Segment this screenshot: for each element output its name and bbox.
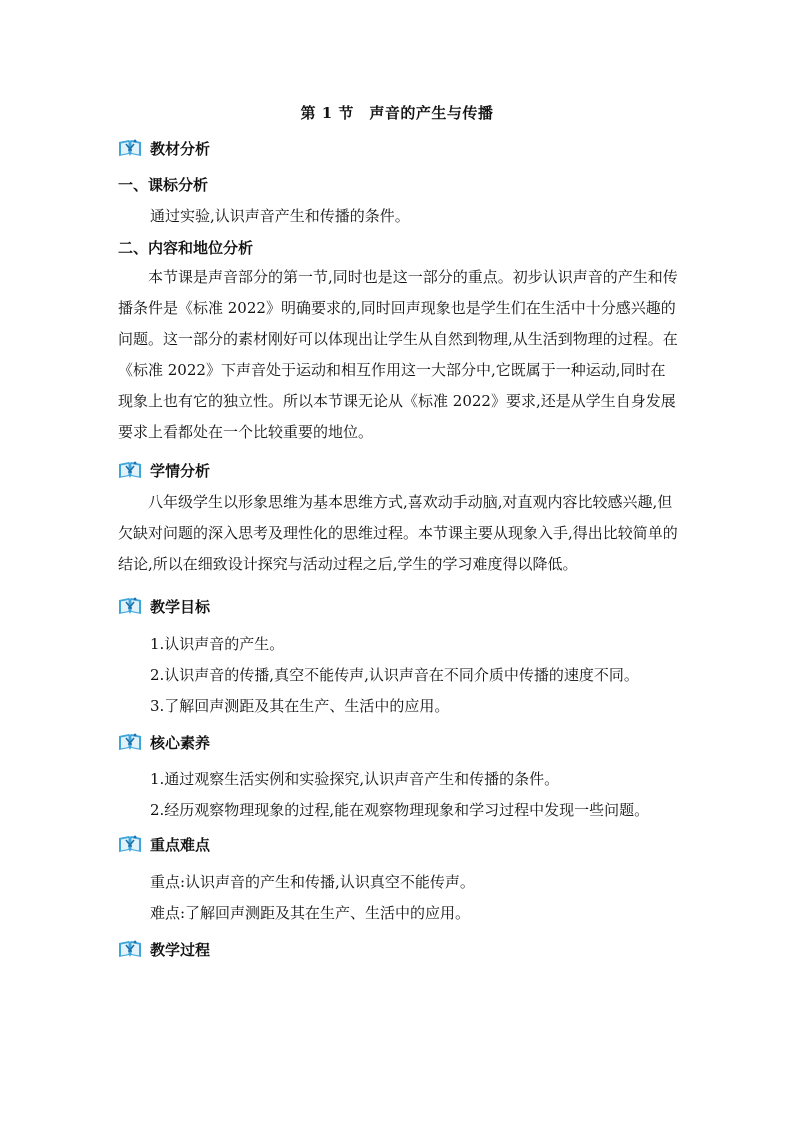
- book-icon: [118, 596, 142, 616]
- section-header-teaching-material: [118, 136, 210, 160]
- key-point-item: 重点:认识声音的产生和传播,认识真空不能传声。: [150, 873, 475, 891]
- book-icon: [118, 732, 142, 752]
- page-title: 第 1 节 声音的产生与传播: [300, 104, 494, 122]
- student-analysis-paragraph: 八年级学生以形象思维为基本思维方式,喜欢动手动脑,对直观内容比较感兴趣,但欠缺对问题的深入思考及理性化的思维过程。本节课主要从现象入手,得出比较简单的结论,所以在细致设计探究与活动过程之后,学生的学习难度得以降低。: [118, 493, 678, 573]
- literacy-item: 1.通过观察生活实例和实验探究,认识声音产生和传播的条件。: [150, 770, 560, 788]
- section-title: 学情分析: [150, 461, 211, 480]
- section-header-core-literacy: [118, 730, 210, 754]
- subheading-curriculum: 一、课标分析: [118, 176, 209, 194]
- subheading-content: 二、内容和地位分析: [118, 239, 254, 257]
- difficult-point-item: 难点:了解回声测距及其在生产、生活中的应用。: [150, 904, 471, 922]
- goal-item: 2.认识声音的传播,真空不能传声,认识声音在不同介质中传播的速度不同。: [150, 666, 639, 684]
- book-icon: [118, 138, 142, 158]
- goal-item: 1.认识声音的产生。: [150, 635, 285, 653]
- section-header-key-points: [118, 832, 210, 856]
- section-header-teaching-goals: [118, 594, 210, 618]
- section-title: 教材分析: [150, 139, 211, 158]
- section-header-teaching-process: [118, 937, 210, 961]
- section-header-student-analysis: [118, 458, 210, 482]
- goal-item: 3.了解回声测距及其在生产、生活中的应用。: [150, 697, 450, 715]
- section-title: 核心素养: [150, 733, 211, 752]
- content-paragraph: 本节课是声音部分的第一节,同时也是这一部分的重点。初步认识声音的产生和传播条件是《标准 2022》明确要求的,同时回声现象也是学生们在生活中十分感兴趣的问题。这一部分的素材刚好可以体现出让学生从自然到物理,从生活到物理的过程。在《标准 2022》下声音处于运动和相互作用这一大部分中,它既属于一种运动,同时在现象上也有它的独立性。所以本节课无论从《标准 2022》要求,还是从学生自身发展要求上看都处在一个比较重要的地位。: [118, 268, 678, 441]
- book-icon: [118, 939, 142, 959]
- section-title: 教学目标: [150, 597, 211, 616]
- book-icon: [118, 834, 142, 854]
- literacy-item: 2.经历观察物理现象的过程,能在观察物理现象和学习过程中发现一些问题。: [150, 801, 650, 819]
- section-title: 教学过程: [150, 940, 211, 959]
- section-title: 重点难点: [150, 835, 211, 854]
- curriculum-text: 通过实验,认识声音产生和传播的条件。: [150, 207, 410, 225]
- book-icon: [118, 460, 142, 480]
